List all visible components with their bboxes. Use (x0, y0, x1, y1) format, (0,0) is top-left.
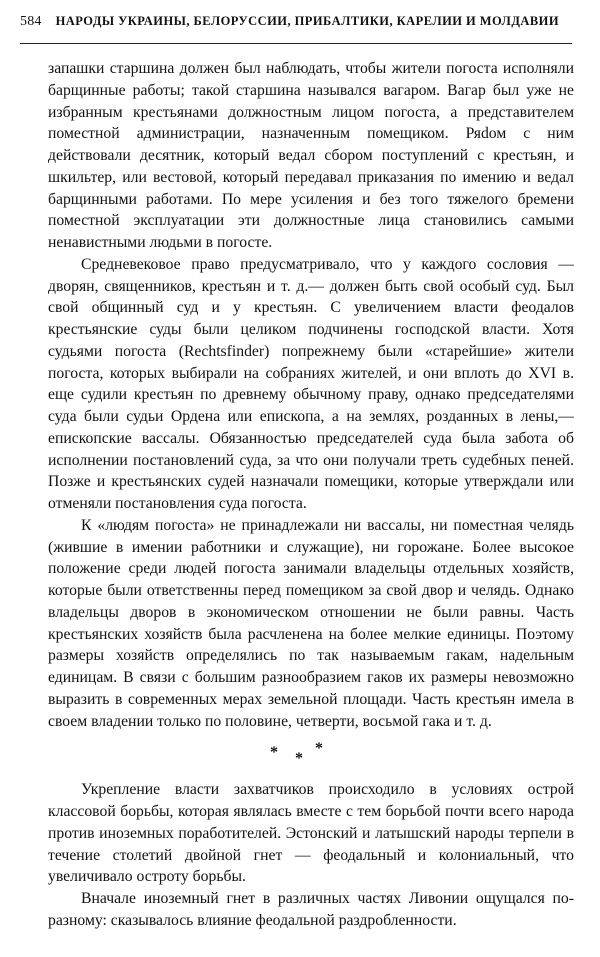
paragraph-court: Средневековое право предусматривало, что у каждого сословия — дворян, священников, крестьян и т. д.— должен быть свой особый суд. Был свой общинный суд и у крестьян. С увеличением власти феодалов крестьянские суды были целиком подчинены господской власти. Хотя судьями погоста (Rechtsfinder) попрежнему были «старейшие» жители погоста, которых выбирали на собраниях жителей, и они вплоть до XVI в. еще судили крестьян по древнему обычному праву, однако председателями суда были судьи Ордена или епископа, а на землях, розданных в лены,— епископские вассалы. Обязанностью председателей суда была забота об исполнении постановлений суда, за что они получали треть судебных пеней. Позже и крестьянских судей назначали помещики, которые утверждали или отменяли постановления суда погоста. (48, 255, 574, 512)
header-rule (20, 43, 572, 44)
paragraph-foreign-oppression: Вначале иноземный гнет в различных частях Ливонии ощущался по-разному: сказывалось влияние феодальной раздробленности. (48, 890, 574, 929)
paragraph-continuation: запашки старшина должен был наблюдать, чтобы жители погоста исполняли барщинные работы; такой старшина назывался вагаром. Вагар был уже не избранным крестьянами должностным лицом погоста, а представителем поместной администрации, назначенным помещиком. Ряdом с ним действовали десятник, который ведал сбором поступлений с крестьян, и шкильтер, или вестовой, который передавал приказания по имению и ведал барщинными работами. По мере усиления и без того тяжелого бремени поместной эксплуатации эти должностные лица становились самыми ненавистными людьми в погосте. (48, 60, 574, 251)
running-header (20, 14, 572, 40)
separator-star: * (315, 740, 323, 758)
page-number: 584 (20, 14, 42, 29)
section-separator (48, 732, 574, 779)
body-text (48, 58, 574, 932)
paragraph-people-of-pogost: К «людям погоста» не принадлежали ни вассалы, ни поместная челядь (жившие в имении работники и служащие), ни горожане. Более высокое положение среди людей погоста занимали владельцы отдельных хозяйств, которые были ответственны перед помещиком за свой двор и челядь. Однако владельцы дворов в экономическом отношении не были равны. Часть крестьянских хозяйств была расчленена на более мелкие единицы. Поэтому размеры хозяйств определялись по так называемым гакам, надельным единицам. В связи с большим разнообразием гаков их размеры невозможно выразить в современных мерах земельной площади. Часть крестьян имела в своем владении только по половине, четверти, восьмой гака и т. д. (48, 516, 574, 730)
separator-star: * (295, 750, 303, 768)
paragraph-class-struggle: Укрепление власти захватчиков происходило в условиях острой классовой борьбы, которая являлась вместе с тем борьбой почти всего народа против иноземных поработителей. Эстонский и латышский народы терпели в течение столетий двойной гнет — феодальный и колониальный, что увеличивало остроту борьбы. (48, 781, 574, 886)
separator-star: * (270, 744, 278, 762)
running-title: НАРОДЫ УКРАИНЫ, БЕЛОРУССИИ, ПРИБАЛТИКИ, КАРЕЛИИ И МОЛДАВИИ (55, 14, 559, 28)
